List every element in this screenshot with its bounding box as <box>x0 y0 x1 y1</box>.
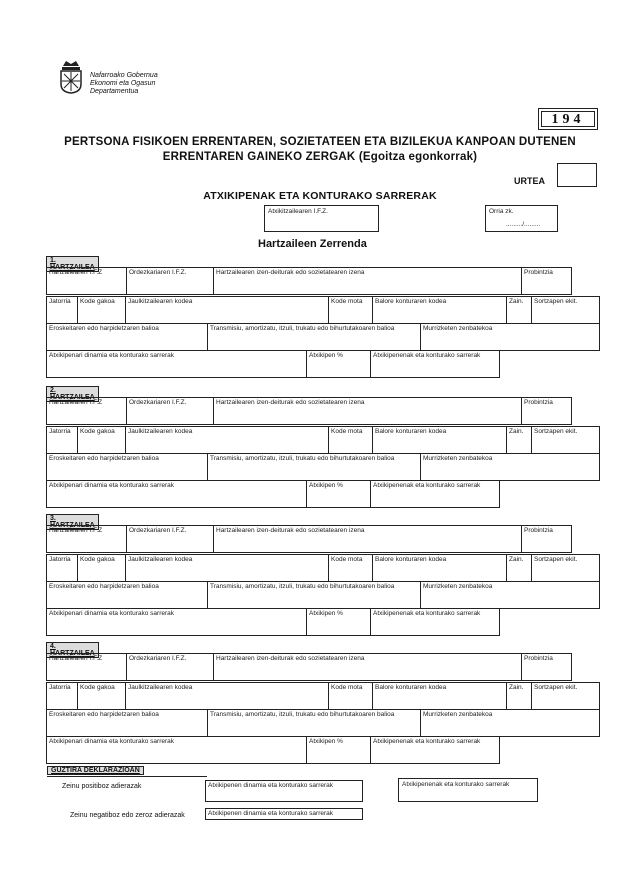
recipients-list-title: Hartzaileen Zerrenda <box>258 238 367 250</box>
transmission-value-field[interactable]: Transmisiu, amortizatu, itzuli, trukatu edo bihurtutakoaren balioa <box>210 455 395 462</box>
code-type-field[interactable]: Kode mota <box>331 556 363 563</box>
key-field[interactable]: Kode gakoa <box>80 556 115 563</box>
payer-key-field[interactable]: Jaulkitzailearen kodea <box>128 298 193 305</box>
form-title-line1: PERTSONA FISIKOEN ERRENTAREN, SOZIETATEEN ETA BIZILEKUA KANPOAN DUTENEN <box>64 136 576 148</box>
province-field[interactable]: Probintzia <box>524 655 553 662</box>
reductions-amount-field[interactable]: Murrizketen zenbatekoa <box>423 583 493 590</box>
number-field[interactable]: Zain. <box>509 684 524 691</box>
recipient-nif-field[interactable]: Hartzailearen I.F.Z <box>49 399 103 406</box>
number-field[interactable]: Zain. <box>509 428 524 435</box>
withholding-percent-field[interactable]: Atxikipen % <box>309 610 343 617</box>
number-field[interactable]: Zain. <box>509 556 524 563</box>
acquisition-value-field[interactable]: Eroskeitaren edo harpidetzaren balioa <box>49 455 159 462</box>
form-number-box <box>538 108 598 130</box>
origin-field[interactable]: Jatorria <box>49 298 71 305</box>
acquisition-value-field[interactable]: Eroskeitaren edo harpidetzaren balioa <box>49 325 159 332</box>
accrual-field[interactable]: Sortzapen ekit. <box>534 684 578 691</box>
year-label: URTEA <box>514 176 545 186</box>
accrual-field[interactable]: Sortzapen ekit. <box>534 556 578 563</box>
form-title-line2: ERRENTAREN GAINEKO ZERGAK (Egoitza egonkorrak) <box>162 151 478 163</box>
form-subtitle: ATXIKIPENAK ETA KONTURAKO SARRERAK <box>203 190 437 202</box>
recipient-heading: 3. HARTZAILEA <box>46 514 99 530</box>
representative-nif-field[interactable]: Ordezkariaren I.F.Z. <box>129 655 187 662</box>
code-type-field[interactable]: Kode mota <box>331 684 363 691</box>
reductions-amount-field[interactable]: Murrizketen zenbatekoa <box>423 455 493 462</box>
province-field[interactable]: Probintzia <box>524 399 553 406</box>
recipient-name-field[interactable]: Hartzailearen izen-deiturak edo sozietatearen izena <box>216 399 365 406</box>
key-field[interactable]: Kode gakoa <box>80 298 115 305</box>
representative-nif-field[interactable]: Ordezkariaren I.F.Z. <box>129 527 187 534</box>
transmission-value-field[interactable]: Transmisiu, amortizatu, itzuli, trukatu edo bihurtutakoaren balioa <box>210 711 395 718</box>
recipient-name-field[interactable]: Hartzailearen izen-deiturak edo sozietatearen izena <box>216 655 365 662</box>
withholding-amount-field[interactable]: Atxikipenenak eta konturako sarrerak <box>373 352 481 359</box>
form-number: 194 <box>551 112 585 127</box>
recipient-heading: 2. HARTZAILEA <box>46 386 99 402</box>
acquisition-value-field[interactable]: Eroskeitaren edo harpidetzaren balioa <box>49 711 159 718</box>
accrual-field[interactable]: Sortzapen ekit. <box>534 298 578 305</box>
recipient-nif-field[interactable]: Hartzailearen I.F.Z <box>49 527 103 534</box>
navarra-coat-of-arms-icon <box>58 60 84 94</box>
number-field[interactable]: Zain. <box>509 298 524 305</box>
reductions-amount-field[interactable]: Murrizketen zenbatekoa <box>423 711 493 718</box>
withholding-percent-field[interactable]: Atxikipen % <box>309 352 343 359</box>
positive-sign-label: Zeinu positiboz adierazak <box>62 783 142 790</box>
code-type-field[interactable]: Kode mota <box>331 298 363 305</box>
payer-key-field[interactable]: Jaulkitzailearen kodea <box>128 428 193 435</box>
acquisition-value-field[interactable]: Eroskeitaren edo harpidetzaren balioa <box>49 583 159 590</box>
transmission-value-field[interactable]: Transmisiu, amortizatu, itzuli, trukatu edo bihurtutakoaren balioa <box>210 583 395 590</box>
sheet-number-field[interactable]: Orria zk. ........./......... <box>485 205 558 232</box>
total-negative-base-field[interactable]: Atxikipenen dinamia eta konturako sarrerak <box>205 808 363 820</box>
withholding-base-field[interactable]: Atxikipenari dinamia eta konturako sarrerak <box>49 482 175 489</box>
government-name: Nafarroako Gobernua Ekonomi eta Ogasun Departamentua <box>90 72 158 95</box>
key-field[interactable]: Kode gakoa <box>80 428 115 435</box>
withholding-base-field[interactable]: Atxikipenari dinamia eta konturako sarrerak <box>49 352 175 359</box>
negative-sign-label: Zeinu negatiboz edo zeroz adierazak <box>70 812 185 819</box>
withholding-amount-field[interactable]: Atxikipenenak eta konturako sarrerak <box>373 738 481 745</box>
recipient-heading: 1. HARTZAILEA <box>46 256 99 272</box>
recipient-nif-field[interactable]: Hartzailearen I.F.Z <box>49 269 103 276</box>
year-field[interactable] <box>557 163 597 187</box>
withholder-nif-field[interactable]: Atxikitzailearen I.F.Z. <box>264 205 379 232</box>
origin-field[interactable]: Jatorria <box>49 428 71 435</box>
payer-key-field[interactable]: Jaulkitzailearen kodea <box>128 684 193 691</box>
origin-field[interactable]: Jatorria <box>49 684 71 691</box>
withholding-percent-field[interactable]: Atxikipen % <box>309 482 343 489</box>
province-field[interactable]: Probintzia <box>524 269 553 276</box>
representative-nif-field[interactable]: Ordezkariaren I.F.Z. <box>129 399 187 406</box>
origin-field[interactable]: Jatorria <box>49 556 71 563</box>
value-code-field[interactable]: Balore konturaren kodea <box>375 298 447 305</box>
total-positive-base-field[interactable]: Atxikipenen dinamia eta konturako sarrerak <box>205 780 363 802</box>
withholding-amount-field[interactable]: Atxikipenenak eta konturako sarrerak <box>373 610 481 617</box>
representative-nif-field[interactable]: Ordezkariaren I.F.Z. <box>129 269 187 276</box>
recipient-nif-field[interactable]: Hartzailearen I.F.Z <box>49 655 103 662</box>
value-code-field[interactable]: Balore konturaren kodea <box>375 556 447 563</box>
withholding-base-field[interactable]: Atxikipenari dinamia eta konturako sarrerak <box>49 610 175 617</box>
payer-key-field[interactable]: Jaulkitzailearen kodea <box>128 556 193 563</box>
code-type-field[interactable]: Kode mota <box>331 428 363 435</box>
province-field[interactable]: Probintzia <box>524 527 553 534</box>
reductions-amount-field[interactable]: Murrizketen zenbatekoa <box>423 325 493 332</box>
accrual-field[interactable]: Sortzapen ekit. <box>534 428 578 435</box>
key-field[interactable]: Kode gakoa <box>80 684 115 691</box>
withholding-base-field[interactable]: Atxikipenari dinamia eta konturako sarrerak <box>49 738 175 745</box>
value-code-field[interactable]: Balore konturaren kodea <box>375 428 447 435</box>
recipient-name-field[interactable]: Hartzailearen izen-deiturak edo sozietatearen izena <box>216 269 365 276</box>
transmission-value-field[interactable]: Transmisiu, amortizatu, itzuli, trukatu edo bihurtutakoaren balioa <box>210 325 395 332</box>
value-code-field[interactable]: Balore konturaren kodea <box>375 684 447 691</box>
recipient-name-field[interactable]: Hartzailearen izen-deiturak edo sozietatearen izena <box>216 527 365 534</box>
recipient-heading: 4. HARTZAILEA <box>46 642 99 658</box>
total-withholding-field[interactable]: Atxikipenenak eta konturako sarrerak <box>398 778 538 802</box>
withholding-percent-field[interactable]: Atxikipen % <box>309 738 343 745</box>
withholding-amount-field[interactable]: Atxikipenenak eta konturako sarrerak <box>373 482 481 489</box>
total-section-head: GUZTIRA DEKLARAZIOAN <box>47 766 144 775</box>
